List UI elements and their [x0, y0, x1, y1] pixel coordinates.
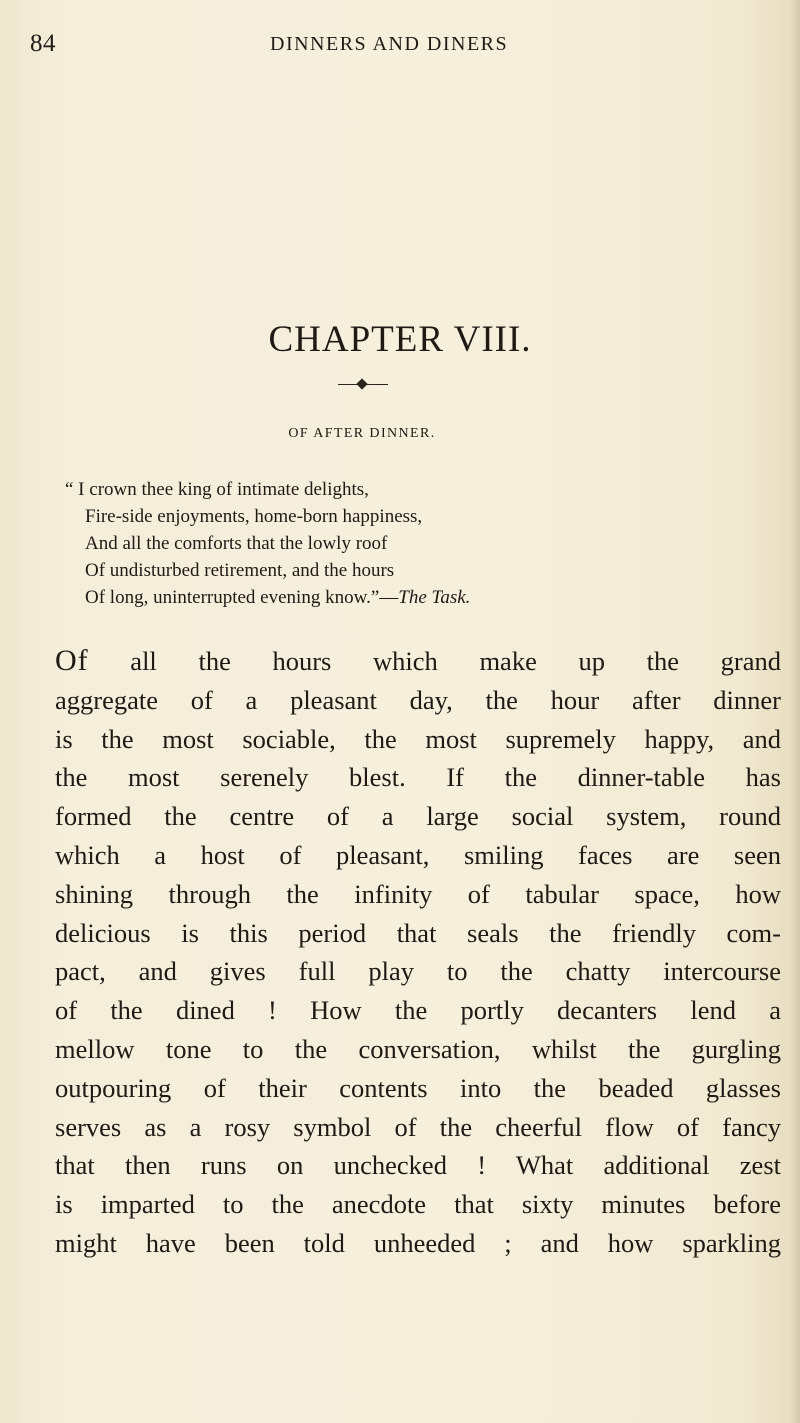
epigraph-line-text: Of long, uninterrupted evening know.”— [85, 587, 399, 608]
body-line-first [55, 642, 781, 681]
epigraph-source: The Task. [398, 587, 471, 608]
body-line: the most serenely blest. If the dinner-table has [55, 762, 781, 793]
drop-word: Of [55, 644, 89, 677]
running-title: DINNERS AND DINERS [270, 33, 509, 55]
body-line: which a host of pleasant, smiling faces are seen [55, 839, 781, 870]
chapter-subtitle: OF AFTER DINNER. [288, 426, 436, 441]
epigraph-line-last [85, 584, 785, 611]
body-line: outpouring of their contents into the beaded glasses [55, 1072, 781, 1103]
body-line: aggregate of a pleasant day, the hour after dinner [55, 684, 781, 715]
running-head [30, 30, 770, 70]
body-line: of the dined ! How the portly decanters lend a [55, 995, 781, 1026]
body-line: mellow tone to the conversation, whilst the gurgling [55, 1033, 781, 1064]
page-edge-shadow [790, 0, 800, 1423]
body-line: shining through the infinity of tabular space, how [55, 878, 781, 909]
epigraph-line: Of undisturbed retirement, and the hours [85, 560, 395, 581]
epigraph-line: And all the comforts that the lowly roof [85, 533, 388, 554]
epigraph-line: “ I crown thee king of intimate delights, [65, 479, 369, 500]
body-line: is imparted to the anecdote that sixty minutes before [55, 1189, 781, 1220]
epigraph-line: Fire-side enjoyments, home-born happiness, [85, 506, 423, 527]
body-line: delicious is this period that seals the friendly com- [55, 917, 781, 948]
body-paragraph [55, 642, 781, 1263]
chapter-title: CHAPTER VIII. [268, 319, 532, 360]
body-line: formed the centre of a large social system, round [55, 801, 781, 832]
body-line: serves as a rosy symbol of the cheerful flow of fancy [55, 1111, 781, 1142]
epigraph [65, 476, 785, 611]
page-number: 84 [30, 30, 56, 57]
body-line-last: might have been told unheeded ; and how sparkling [55, 1227, 781, 1258]
body-line: is the most sociable, the most supremely happy, and [55, 723, 781, 754]
body-line: pact, and gives full play to the chatty intercourse [55, 956, 781, 987]
ornament-divider-icon [338, 379, 388, 391]
body-line: that then runs on unchecked ! What additional zest [55, 1150, 781, 1181]
body-line-first-rest: all the hours which make up the grand [88, 646, 781, 676]
